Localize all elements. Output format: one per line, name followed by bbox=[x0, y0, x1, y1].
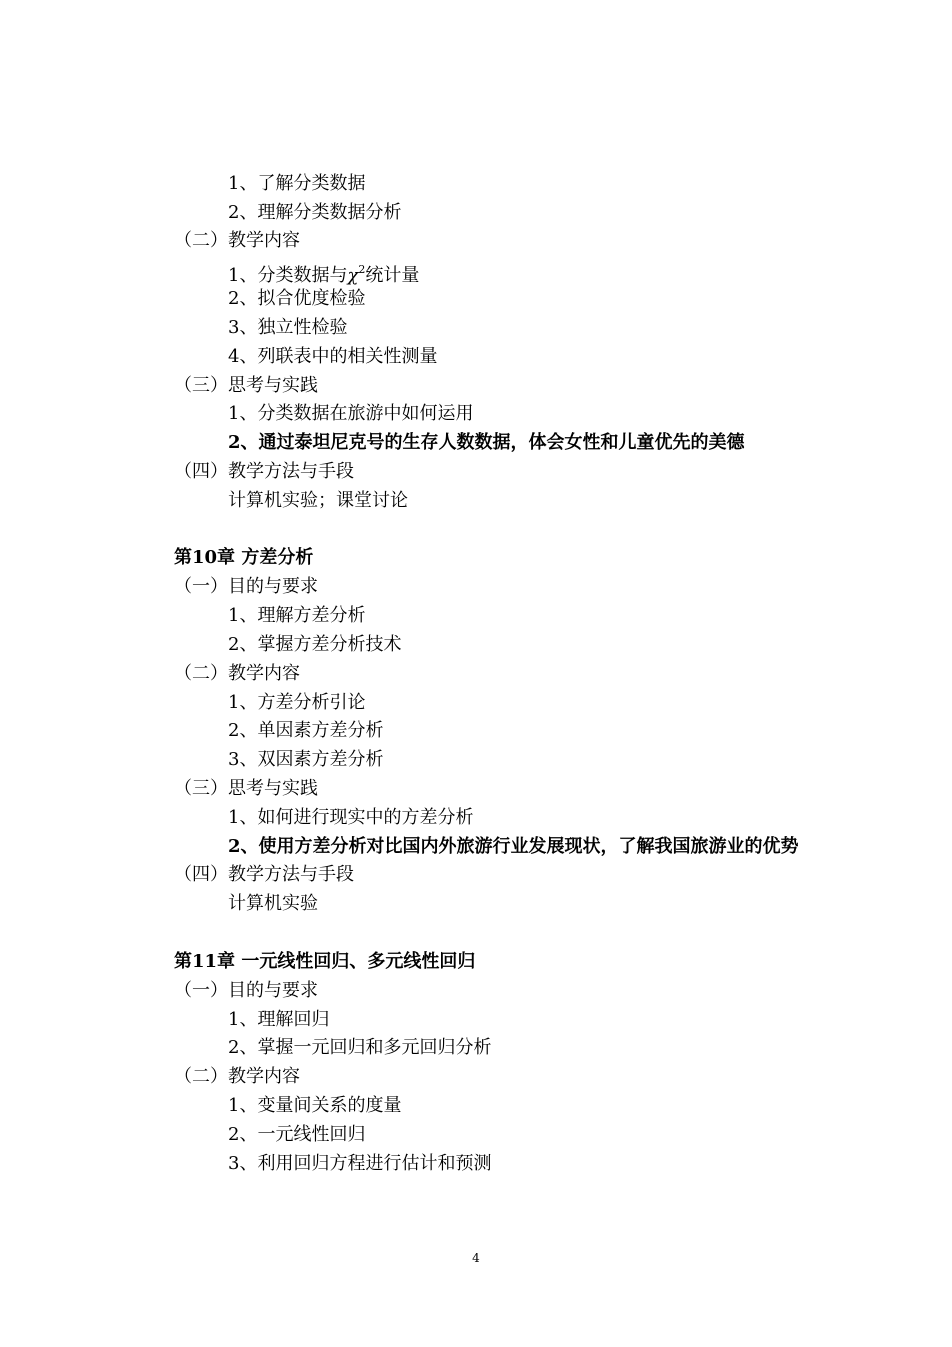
list-item: 计算机实验；课堂讨论 bbox=[228, 490, 408, 511]
list-item: 1、理解回归 bbox=[228, 1009, 330, 1030]
section-heading: （二）教学内容 bbox=[174, 663, 300, 684]
chi-symbol: χ bbox=[347, 265, 359, 286]
superscript: 2 bbox=[358, 263, 366, 276]
list-item: 3、独立性检验 bbox=[228, 317, 348, 338]
list-item: 4、列联表中的相关性测量 bbox=[228, 346, 438, 367]
list-item: 1、变量间关系的度量 bbox=[228, 1095, 402, 1116]
list-item: 计算机实验 bbox=[228, 893, 318, 914]
list-item: 2、单因素方差分析 bbox=[228, 720, 384, 741]
section-heading: （四）教学方法与手段 bbox=[174, 864, 354, 885]
page-number: 4 bbox=[472, 1251, 480, 1265]
list-item: 2、掌握方差分析技术 bbox=[228, 634, 402, 655]
list-item: 2、理解分类数据分析 bbox=[228, 202, 402, 223]
section-heading: （四）教学方法与手段 bbox=[174, 461, 354, 482]
section-heading: （三）思考与实践 bbox=[174, 375, 318, 396]
chi-square-symbol bbox=[347, 265, 365, 286]
section-heading: （一）目的与要求 bbox=[174, 980, 318, 1001]
list-item: 2、一元线性回归 bbox=[228, 1124, 366, 1145]
section-heading: （二）教学内容 bbox=[174, 230, 300, 251]
list-item-text: 统计量 bbox=[365, 265, 420, 286]
list-item: 3、双因素方差分析 bbox=[228, 749, 384, 770]
section-heading: （三）思考与实践 bbox=[174, 778, 318, 799]
list-item bbox=[228, 258, 419, 288]
list-item: 1、理解方差分析 bbox=[228, 605, 366, 626]
section-heading: （二）教学内容 bbox=[174, 1066, 300, 1087]
list-item: 2、拟合优度检验 bbox=[228, 288, 366, 309]
section-heading: （一）目的与要求 bbox=[174, 576, 318, 597]
list-item: 1、了解分类数据 bbox=[228, 173, 366, 194]
chapter-title: 第10章 方差分析 bbox=[174, 547, 314, 568]
list-item: 2、掌握一元回归和多元回归分析 bbox=[228, 1037, 492, 1058]
list-item: 1、分类数据在旅游中如何运用 bbox=[228, 403, 474, 424]
list-item: 1、如何进行现实中的方差分析 bbox=[228, 807, 474, 828]
chapter-title: 第11章 一元线性回归、多元线性回归 bbox=[174, 951, 476, 972]
list-item: 3、利用回归方程进行估计和预测 bbox=[228, 1153, 492, 1174]
list-item-bold: 2、使用方差分析对比国内外旅游行业发展现状，了解我国旅游业的优势 bbox=[228, 836, 799, 857]
list-item: 1、方差分析引论 bbox=[228, 692, 366, 713]
list-item-bold: 2、通过泰坦尼克号的生存人数数据，体会女性和儿童优先的美德 bbox=[228, 432, 745, 453]
list-item-text: 1、分类数据与 bbox=[228, 265, 348, 286]
